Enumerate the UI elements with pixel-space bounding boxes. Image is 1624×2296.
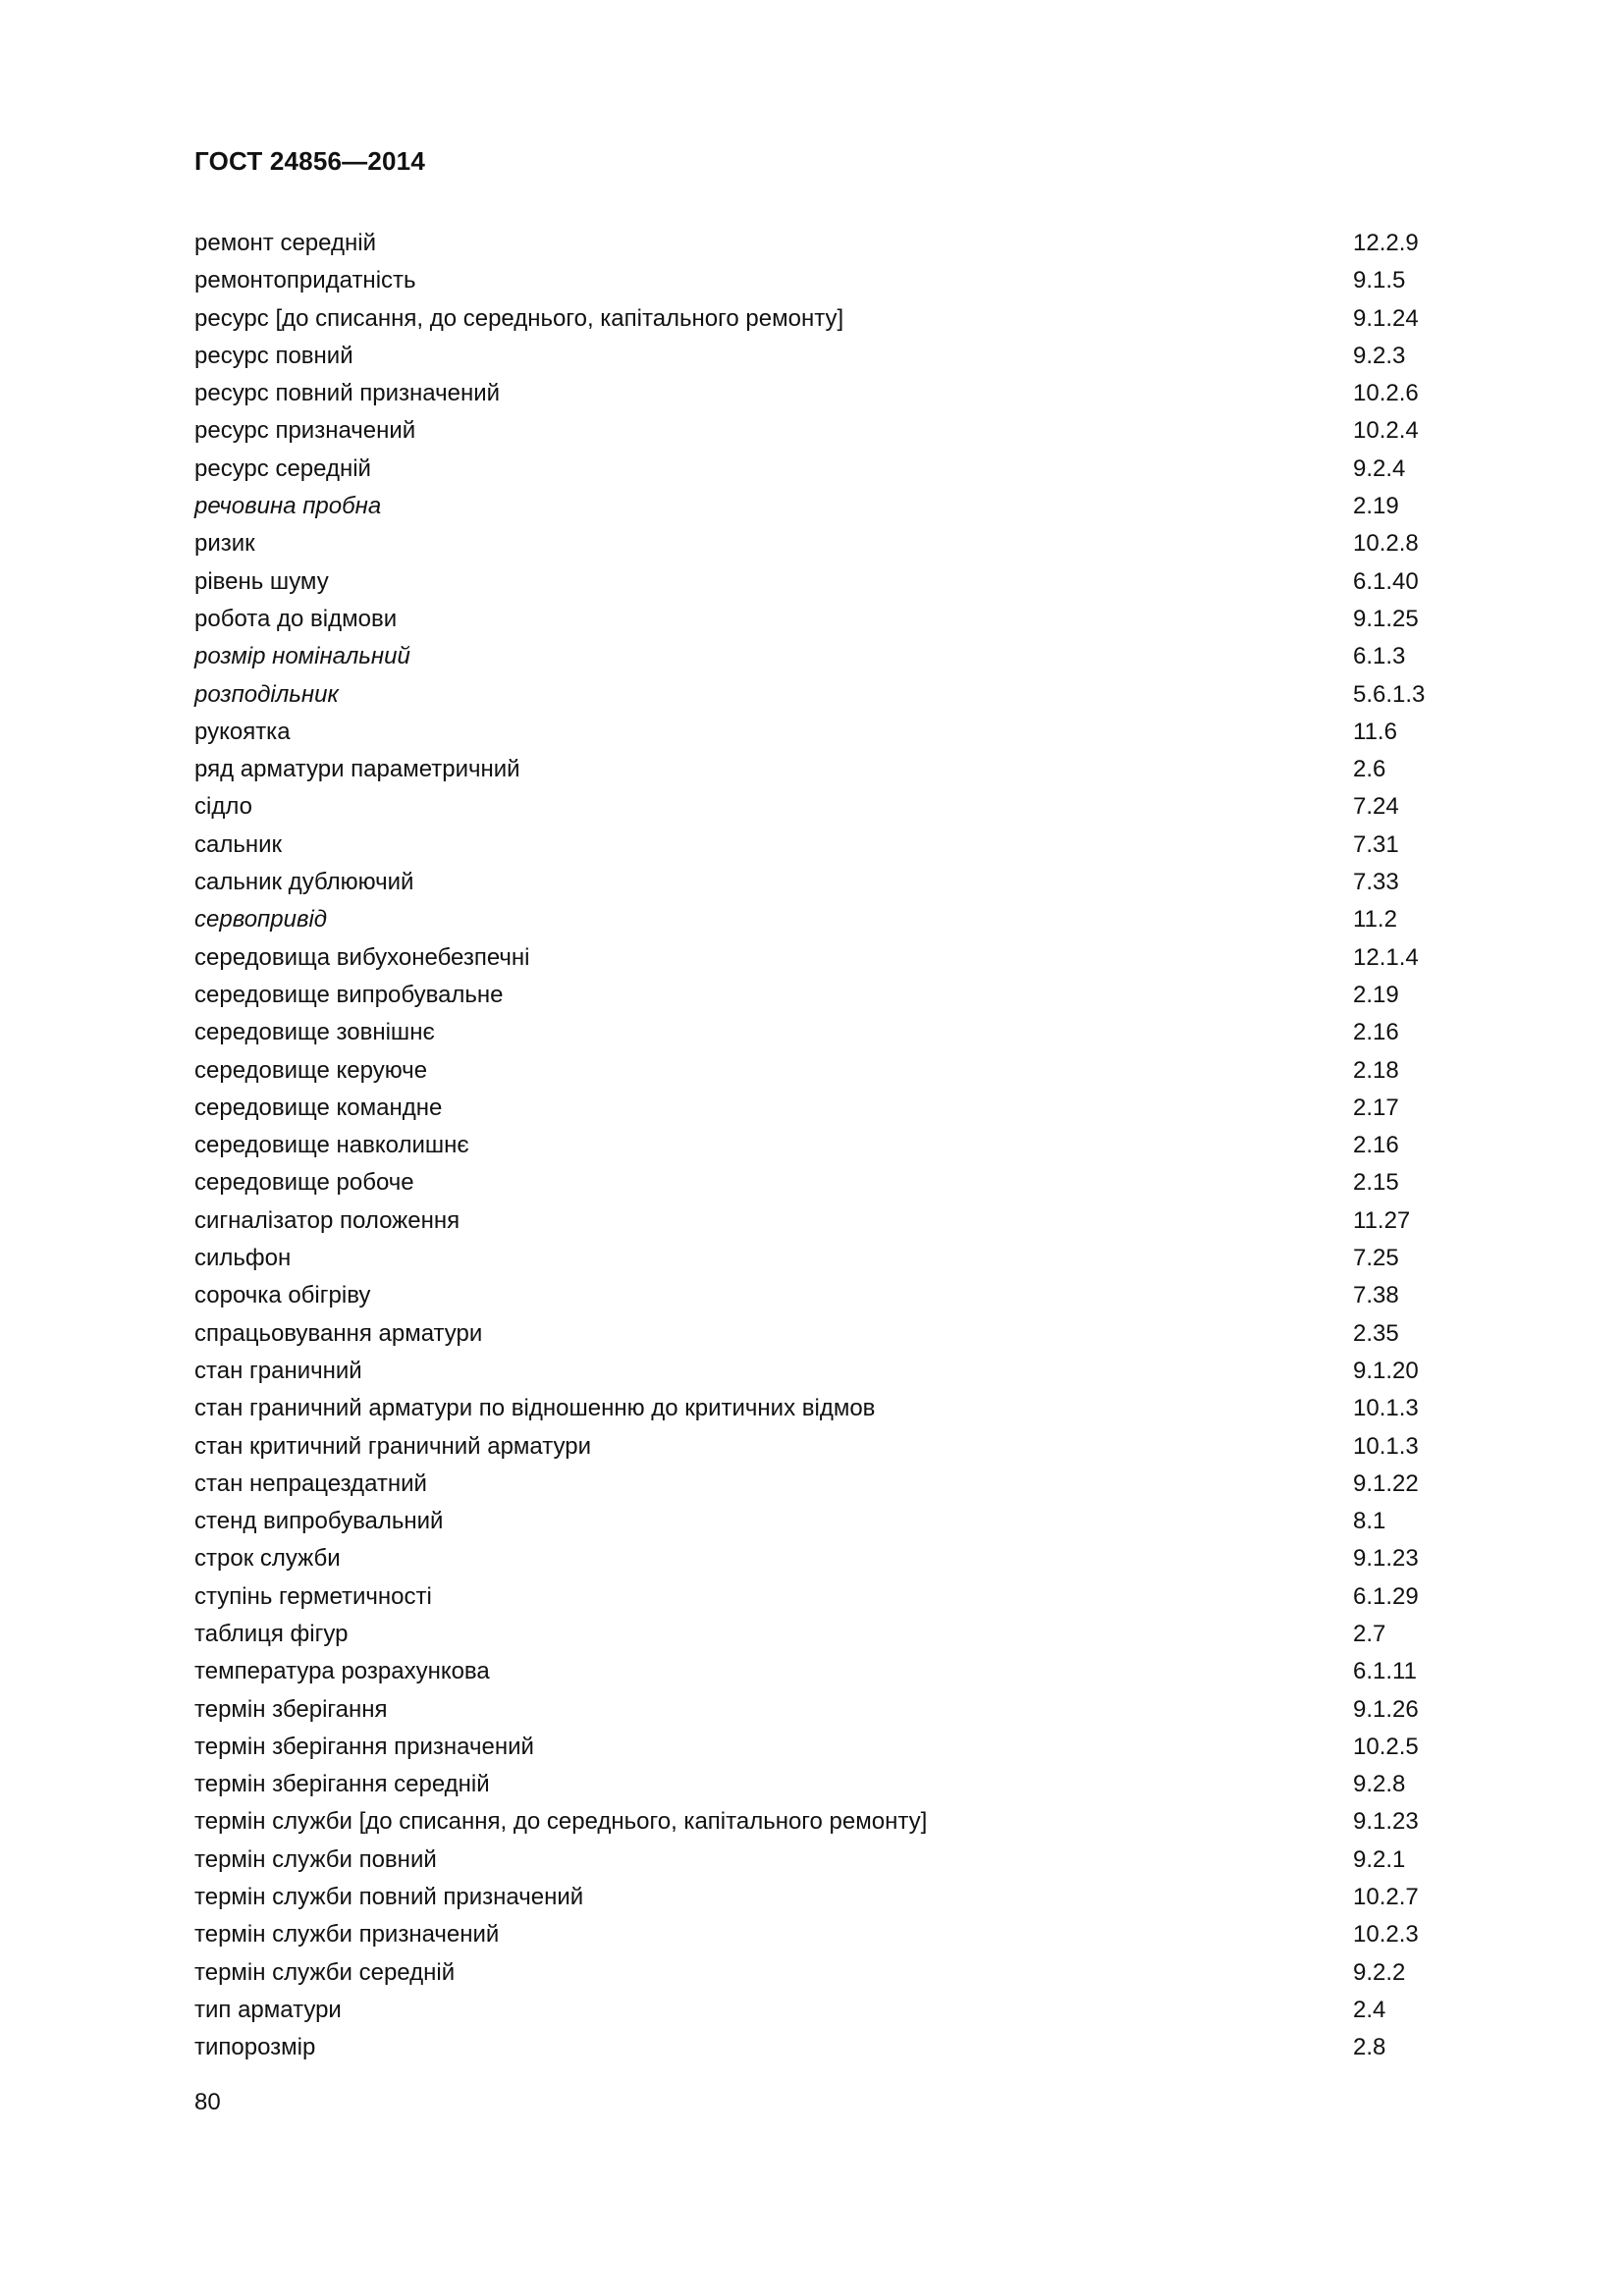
index-reference: 2.35 <box>1353 1319 1399 1347</box>
index-entry <box>194 1803 1432 1841</box>
index-term: тип арматури <box>194 1996 342 2023</box>
index-reference: 2.8 <box>1353 2034 1386 2061</box>
index-reference: 5.6.1.3 <box>1353 680 1426 708</box>
index-term: ресурс середній <box>194 454 371 482</box>
index-entry <box>194 225 1432 262</box>
index-entry <box>194 1916 1432 1953</box>
index-reference: 10.2.6 <box>1353 380 1419 407</box>
index-entry <box>194 2029 1432 2066</box>
index-term: температура розрахункова <box>194 1658 490 1685</box>
index-reference: 7.31 <box>1353 830 1399 858</box>
index-term: термін служби повний <box>194 1845 437 1873</box>
index-entry <box>194 638 1432 675</box>
index-reference: 10.1.3 <box>1353 1432 1419 1460</box>
index-reference: 9.1.20 <box>1353 1357 1419 1384</box>
index-entry <box>194 977 1432 1014</box>
index-reference: 6.1.29 <box>1353 1582 1419 1610</box>
index-reference: 11.27 <box>1353 1206 1411 1234</box>
index-reference: 7.24 <box>1353 793 1399 821</box>
index-term: сідло <box>194 793 252 821</box>
index-term: спрацьовування арматури <box>194 1319 483 1347</box>
index-term: сальник дублюючий <box>194 869 414 896</box>
index-term: середовище навколишнє <box>194 1132 469 1159</box>
index-term: ресурс призначений <box>194 417 416 445</box>
index-reference: 11.2 <box>1353 906 1397 934</box>
index-reference: 6.1.11 <box>1353 1658 1417 1685</box>
index-entry <box>194 676 1432 714</box>
index-entry <box>194 1842 1432 1879</box>
index-term: типорозмір <box>194 2034 316 2061</box>
index-term: строк служби <box>194 1545 341 1573</box>
index-term: речовина пробна <box>194 493 382 520</box>
index-entry <box>194 525 1432 562</box>
index-entry <box>194 1277 1432 1314</box>
index-term: стан непрацездатний <box>194 1469 427 1497</box>
index-entry <box>194 1992 1432 2029</box>
index-reference: 9.2.4 <box>1353 454 1406 482</box>
index-entry <box>194 1202 1432 1240</box>
index-entry <box>194 1578 1432 1616</box>
index-reference: 12.2.9 <box>1353 230 1419 256</box>
index-term: термін зберігання <box>194 1695 388 1723</box>
index-reference: 9.2.2 <box>1353 1958 1406 1986</box>
index-reference: 9.1.22 <box>1353 1469 1419 1497</box>
index-term: робота до відмови <box>194 605 398 632</box>
index-entry <box>194 1090 1432 1127</box>
index-entry <box>194 864 1432 901</box>
index-reference: 12.1.4 <box>1353 943 1419 971</box>
index-term: ремонтопридатність <box>194 267 416 294</box>
index-entry <box>194 1954 1432 1992</box>
index-term: сальник <box>194 830 283 858</box>
index-reference: 2.19 <box>1353 981 1399 1008</box>
index-term: термін зберігання середній <box>194 1771 490 1798</box>
index-entry <box>194 563 1432 601</box>
index-reference: 2.16 <box>1353 1132 1399 1159</box>
index-reference: 9.2.8 <box>1353 1771 1406 1798</box>
index-reference: 9.1.25 <box>1353 605 1419 632</box>
index-entry <box>194 375 1432 412</box>
index-term: середовища вибухонебезпечні <box>194 943 530 971</box>
index-entry <box>194 1653 1432 1690</box>
index-reference: 2.4 <box>1353 1996 1386 2023</box>
page-number: 80 <box>194 2089 221 2115</box>
index-entry <box>194 827 1432 864</box>
index-term: стенд випробувальний <box>194 1508 444 1535</box>
index-reference: 7.38 <box>1353 1282 1399 1309</box>
index-term: таблиця фігур <box>194 1620 349 1647</box>
index-reference: 11.6 <box>1353 718 1397 745</box>
index-entry <box>194 1014 1432 1051</box>
index-reference: 9.2.3 <box>1353 342 1406 369</box>
index-reference: 9.1.24 <box>1353 304 1419 332</box>
index-entry <box>194 1353 1432 1390</box>
index-term: термін служби середній <box>194 1958 456 1986</box>
index-entry <box>194 1052 1432 1090</box>
index-reference: 9.1.23 <box>1353 1808 1419 1836</box>
index-term: термін зберігання призначений <box>194 1733 534 1760</box>
index-entry <box>194 1428 1432 1466</box>
term-index-list <box>194 225 1432 2067</box>
index-entry <box>194 1616 1432 1653</box>
index-entry <box>194 451 1432 488</box>
index-term: сорочка обігріву <box>194 1282 371 1309</box>
index-term: середовище командне <box>194 1094 443 1121</box>
index-reference: 10.2.3 <box>1353 1921 1419 1949</box>
index-entry <box>194 1879 1432 1916</box>
index-term: середовище керуюче <box>194 1056 428 1084</box>
index-reference: 2.6 <box>1353 756 1386 783</box>
index-entry <box>194 1540 1432 1577</box>
index-term: сильфон <box>194 1245 292 1272</box>
index-term: ремонт середній <box>194 230 376 256</box>
index-term: стан критичний граничний арматури <box>194 1432 591 1460</box>
index-entry <box>194 1729 1432 1766</box>
index-reference: 10.1.3 <box>1353 1395 1419 1422</box>
index-reference: 10.2.8 <box>1353 530 1419 558</box>
index-term: ряд арматури параметричний <box>194 756 520 783</box>
index-reference: 9.1.23 <box>1353 1545 1419 1573</box>
index-reference: 7.25 <box>1353 1245 1399 1272</box>
index-reference: 6.1.40 <box>1353 567 1419 595</box>
index-entry <box>194 939 1432 977</box>
document-header: ГОСТ 24856—2014 <box>194 146 425 176</box>
index-reference: 2.18 <box>1353 1056 1399 1084</box>
index-reference: 10.2.7 <box>1353 1884 1419 1911</box>
index-term: стан граничний <box>194 1357 362 1384</box>
index-term: сигналізатор положення <box>194 1206 460 1234</box>
index-term: ступінь герметичності <box>194 1582 432 1610</box>
index-term: рівень шуму <box>194 567 329 595</box>
index-entry <box>194 901 1432 938</box>
index-term: середовище зовнішнє <box>194 1019 435 1046</box>
index-entry <box>194 751 1432 788</box>
index-entry <box>194 601 1432 638</box>
index-term: розподільник <box>194 680 339 708</box>
index-reference: 9.1.26 <box>1353 1695 1419 1723</box>
index-entry <box>194 488 1432 525</box>
index-reference: 7.33 <box>1353 869 1399 896</box>
index-entry <box>194 412 1432 450</box>
index-entry <box>194 714 1432 751</box>
index-term: середовище робоче <box>194 1169 414 1197</box>
index-reference: 8.1 <box>1353 1508 1386 1535</box>
index-entry <box>194 1390 1432 1427</box>
index-entry <box>194 1503 1432 1540</box>
index-term: рукоятка <box>194 718 291 745</box>
index-entry <box>194 338 1432 375</box>
index-term: термін служби [до списання, до середнього, капітального ремонту] <box>194 1808 928 1836</box>
index-reference: 9.2.1 <box>1353 1845 1406 1873</box>
index-entry <box>194 1240 1432 1277</box>
index-term: сервопривід <box>194 906 328 934</box>
index-entry <box>194 1466 1432 1503</box>
index-reference: 2.19 <box>1353 493 1399 520</box>
index-reference: 2.15 <box>1353 1169 1399 1197</box>
index-reference: 6.1.3 <box>1353 643 1406 670</box>
index-entry <box>194 300 1432 338</box>
index-term: термін служби призначений <box>194 1921 500 1949</box>
index-term: стан граничний арматури по відношенню до критичних відмов <box>194 1395 876 1422</box>
index-reference: 2.17 <box>1353 1094 1399 1121</box>
index-reference: 10.2.5 <box>1353 1733 1419 1760</box>
index-reference: 2.7 <box>1353 1620 1386 1647</box>
index-entry <box>194 1127 1432 1164</box>
index-term: термін служби повний призначений <box>194 1884 584 1911</box>
index-reference: 10.2.4 <box>1353 417 1419 445</box>
index-entry <box>194 1766 1432 1803</box>
index-entry <box>194 1315 1432 1353</box>
index-term: ризик <box>194 530 255 558</box>
index-reference: 9.1.5 <box>1353 267 1406 294</box>
index-entry <box>194 788 1432 826</box>
index-entry <box>194 1691 1432 1729</box>
index-term: середовище випробувальне <box>194 981 504 1008</box>
index-entry <box>194 1164 1432 1201</box>
index-term: ресурс повний призначений <box>194 380 501 407</box>
index-term: розмір номінальний <box>194 643 410 670</box>
index-term: ресурс [до списання, до середнього, капітального ремонту] <box>194 304 844 332</box>
index-reference: 2.16 <box>1353 1019 1399 1046</box>
index-term: ресурс повний <box>194 342 353 369</box>
index-entry <box>194 262 1432 299</box>
